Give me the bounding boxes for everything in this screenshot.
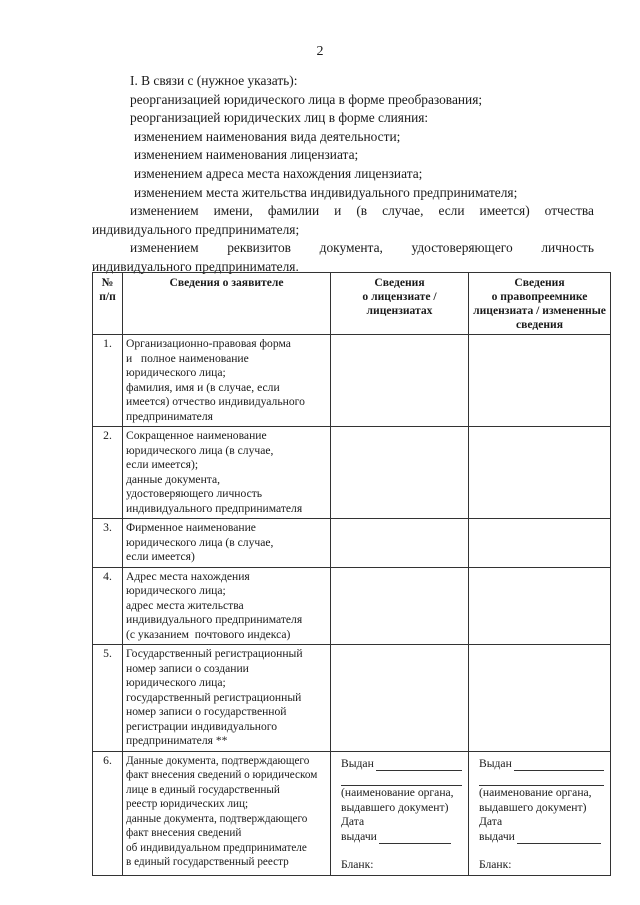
table-row [93, 567, 611, 645]
row-description: Государственный регистрационный номер записи о создании юридического лица; государственный регистрационный номер записи о государственной регистрации индивидуального предпринимателя ** [123, 645, 331, 752]
intro-section [92, 72, 594, 277]
word: имени, [213, 203, 253, 219]
intro-item-justified [92, 202, 594, 221]
intro-item: изменением адреса места нахождения лицензиата; [134, 165, 423, 181]
intro-item: изменением места жительства индивидуального предпринимателя; [134, 184, 518, 200]
licensee-cell[interactable] [331, 519, 469, 568]
licensee-document-fields: Выдан (наименование органа, выдавшего документ) Дата выдачи Бланк: [331, 751, 469, 875]
header-num: № п/п [93, 273, 123, 335]
word: удостоверяющего [411, 240, 513, 256]
word: реквизитов [227, 240, 291, 256]
word: если [438, 203, 465, 219]
issue-date-field[interactable]: выдачи [341, 830, 462, 845]
table-row [93, 519, 611, 568]
successor-cell[interactable] [469, 567, 611, 645]
intro-item: реорганизацией юридических лиц в форме слияния: [130, 110, 429, 126]
applicant-info-table [92, 272, 611, 876]
table-row [93, 751, 611, 875]
issued-field[interactable]: Выдан [341, 757, 462, 772]
issue-date-field[interactable]: выдачи [479, 830, 604, 845]
intro-item-continuation: индивидуального предпринимателя; [92, 221, 300, 237]
word: случае, [382, 203, 424, 219]
fill-line[interactable] [479, 771, 604, 786]
licensee-cell[interactable] [331, 335, 469, 427]
intro-item-continuation: индивидуального предпринимателя. [92, 258, 299, 274]
successor-cell[interactable] [469, 645, 611, 752]
licensee-cell[interactable] [331, 427, 469, 519]
word: отчества [544, 203, 594, 219]
form-label: Бланк: [341, 858, 374, 871]
row-number: 4. [93, 567, 123, 645]
page-number: 2 [316, 44, 324, 59]
word: (в [356, 203, 368, 219]
word: изменением [130, 240, 199, 256]
row-number: 6. [93, 751, 123, 875]
word: личность [541, 240, 594, 256]
header-licensee: Сведения о лицензиате / лицензиатах [331, 273, 469, 335]
header-applicant: Сведения о заявителе [123, 273, 331, 335]
row-description: Адрес места нахождения юридического лица; адрес места жительства индивидуального предпринимателя (с указанием почтового индекса) [123, 567, 331, 645]
intro-item: изменением наименования лицензиата; [134, 147, 359, 163]
row-number: 3. [93, 519, 123, 568]
form-label: Бланк: [479, 858, 512, 871]
row-number: 1. [93, 335, 123, 427]
row-description: Сокращенное наименование юридического лица (в случае, если имеется); данные документа, удостоверяющего личность индивидуального предпринимателя [123, 427, 331, 519]
row-number: 2. [93, 427, 123, 519]
fill-line [517, 832, 601, 844]
table-header-row [93, 273, 611, 335]
intro-heading: I. В связи с (нужное указать): [130, 73, 298, 88]
row-description: Организационно-правовая форма и полное наименование юридического лица; фамилия, имя и (в случае, если имеется) отчество индивидуального предпринимателя [123, 335, 331, 427]
successor-cell[interactable] [469, 427, 611, 519]
fill-line [514, 759, 604, 771]
table-row [93, 427, 611, 519]
successor-cell[interactable] [469, 335, 611, 427]
row-description: Фирменное наименование юридического лица (в случае, если имеется) [123, 519, 331, 568]
fill-line[interactable] [341, 771, 462, 786]
successor-cell[interactable] [469, 519, 611, 568]
issued-field[interactable]: Выдан [479, 757, 604, 772]
row-number: 5. [93, 645, 123, 752]
row-description: Данные документа, подтверждающего факт внесения сведений о юридическом лице в единый государственный реестр юридических лиц; данные документа, подтверждающего факт внесения сведений об индивидуальном предпринимателе в единый государственный реестр [123, 751, 331, 875]
word: имеется) [479, 203, 530, 219]
fill-line [376, 759, 462, 771]
successor-document-fields: Выдан (наименование органа, выдавшего документ) Дата выдачи Бланк: [469, 751, 611, 875]
fill-line [379, 832, 451, 844]
table-row [93, 335, 611, 427]
intro-item: изменением наименования вида деятельности; [134, 128, 401, 144]
word: изменением [130, 203, 199, 219]
intro-item-justified [92, 239, 594, 258]
licensee-cell[interactable] [331, 567, 469, 645]
header-successor: Сведения о правопреемнике лицензиата / измененные сведения [469, 273, 611, 335]
word: документа, [319, 240, 383, 256]
word: фамилии [267, 203, 320, 219]
licensee-cell[interactable] [331, 645, 469, 752]
intro-item: реорганизацией юридического лица в форме преобразования; [130, 91, 483, 107]
table-row [93, 645, 611, 752]
word: и [334, 203, 342, 219]
